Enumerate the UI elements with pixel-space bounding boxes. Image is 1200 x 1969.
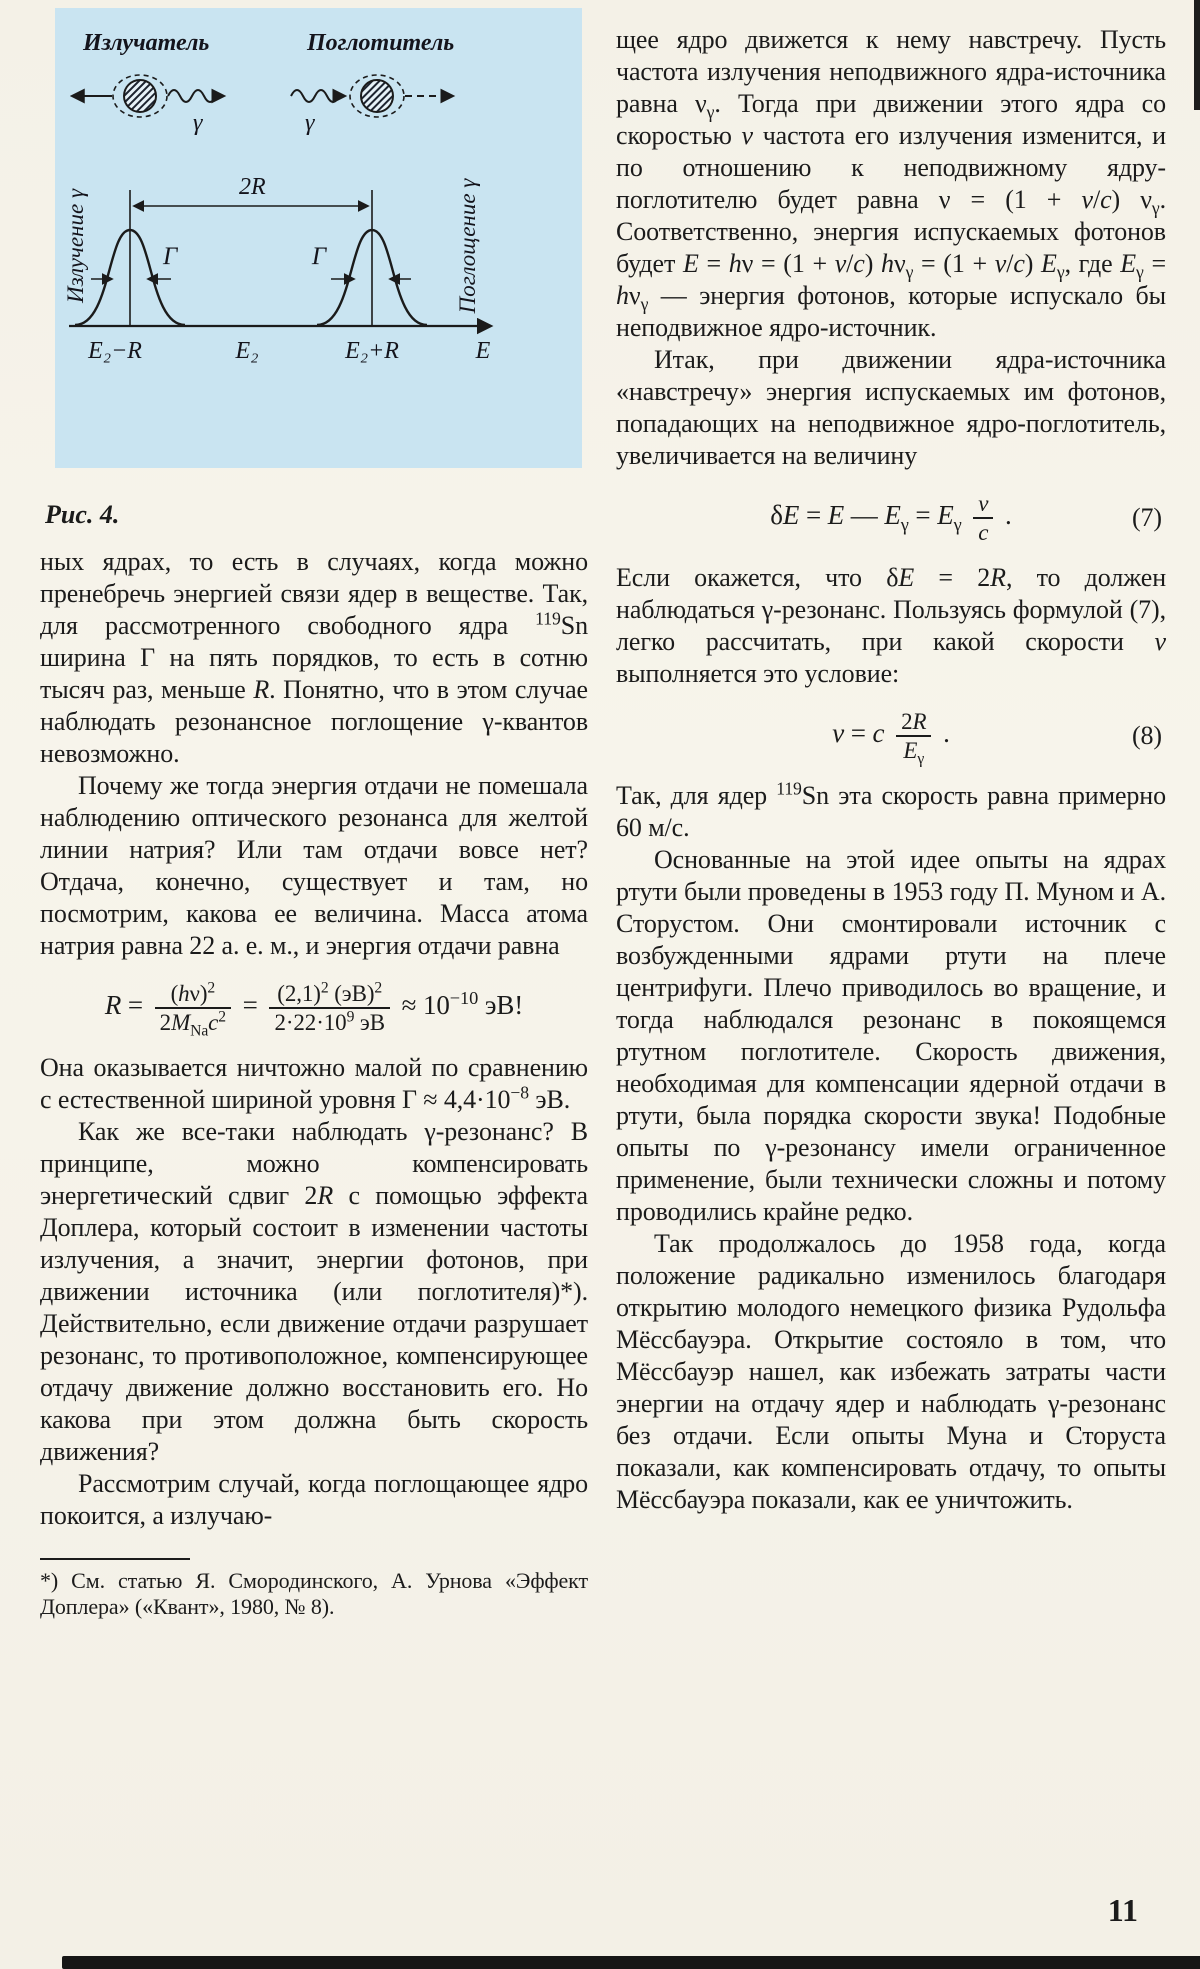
x-tick-e2-plus-r: E₂+R xyxy=(345,338,399,364)
emitter-nucleus-icon xyxy=(124,80,156,112)
gamma-symbol-emit: γ xyxy=(193,110,203,136)
paragraph: Рассмотрим случай, когда поглощающее ядро покоится, а излучаю- xyxy=(40,1469,588,1530)
gamma-wave-arrow-absorb xyxy=(291,90,345,102)
paragraph: Так продолжалось до 1958 года, когда положение радикально изменилось благодаря открытию молодого немецкого физика Рудольфа Мёссбауэра. Открытие состояло в том, что Мёссбауэр нашел, как избежать затраты части энергии на отдачу ядер и наблюдать γ-резонанс без отдачи. Если опыты Муна и Сторуста показали, как компенсировать отдачу, то опыты Мёссбауэра показали, как ее уничтожить. xyxy=(616,1229,1166,1514)
paragraph: щее ядро движется к нему навстречу. Пусть частота излучения неподвижного ядра-источника равна $\nu_\gamma$. Тогда при движении этого ядра со скоростью v частота его излучения изменится, и по отношению к неподвижному ядру-поглотителю будет равна ν = (1 + v/c) $\nu_\gamma$. Соответственно, энергия испускаемых фотонов будет E = hν = (1 + v/c) $h\nu_\gamma = (1 + v/c)$ $E_\gamma$, где $E_\gamma = h\nu_\gamma$ — энергия фотонов, которые испускало бы неподвижное ядро-источник. xyxy=(616,25,1167,342)
formula-energy-shift xyxy=(616,490,1166,546)
span-2r-label: 2R xyxy=(239,174,266,200)
gamma-symbol-absorb: γ xyxy=(305,110,315,136)
page-number: 11 xyxy=(1107,1892,1138,1928)
figure-panel xyxy=(55,8,582,468)
equation-number: (8) xyxy=(1131,721,1162,750)
formula-velocity xyxy=(616,708,1166,768)
formula-body: v = c $\frac{2R}{E_\gamma}$ . xyxy=(832,709,950,768)
emitter-label: Излучатель xyxy=(83,30,210,56)
paragraph: Почему же тогда энергия отдачи не помешала наблюдению оптического резонанса для желтой линии натрия? Или там отдачи вовсе нет? Отдача, конечно, существует и там, но посмотрим, какова ее величина. Масса атома натрия равна 22 а. е. м., и энергия отдачи равна xyxy=(40,771,588,960)
linewidth-label-left: Γ xyxy=(163,243,178,270)
paragraph: Основанные на этой идее опыты на ядрах ртути были проведены в 1953 году П. Муном и А. Сторустом. Они смонтировали источник с возбужденными ядрами ртути на плече центрифуги. Плечо приводилось во вращение, и тогда наблюдался резонанс в покоящемся ртутном поглотителе. Скорость движения, необходимая для компенсации ядерной отдачи в ртути, была порядка скорости звука! Подобные опыты по γ-резонансу имели ограниченное применение, были технически сложны и потому проводились крайне редко. xyxy=(616,845,1166,1226)
footnote-rule xyxy=(40,1558,190,1560)
right-column xyxy=(616,24,1166,1516)
absorber-label: Поглотитель xyxy=(307,30,455,56)
formula-recoil-energy: R = $\frac{(h\nu)^2}{2M_{Na}c^2}$ = $\frac{(2,1)^2 (эВ)^2}{2\cdot 22\cdot 10^9 эВ}$ ≈ $10^{-10}$ эВ! xyxy=(104,979,524,1040)
footnote: *) См. статью Я. Смородинского, А. Урнова «Эффект Доплера» («Квант», 1980, № 8). xyxy=(40,1568,588,1619)
x-axis-label: E xyxy=(475,338,491,364)
scan-edge-corner xyxy=(1194,0,1200,110)
resonance-diagram xyxy=(55,8,582,468)
gamma-wave-arrow-emit xyxy=(168,90,224,102)
linewidth-label-right: Γ xyxy=(311,243,327,270)
scan-edge-bottom xyxy=(62,1956,1200,1969)
absorber-group xyxy=(291,30,454,136)
formula-body: δE = E — $E_\gamma = E_\gamma$ $\frac{v}{c}$ . xyxy=(770,491,1012,545)
emitter-group xyxy=(72,30,224,136)
absorber-nucleus-icon xyxy=(361,80,393,112)
paragraph: Как же все-таки наблюдать γ-резонанс? В принципе, можно компенсировать энергетический сдвиг 2R с помощью эффекта Доплера, который состоит в изменении частоты излучения, а значит, энергии фотонов, при движении источника (или поглотителя)*). Действительно, если движение отдачи разрушает резонанс, то противоположное, компенсирующее отдачу движение должно восстановить его. Но какова при этом должна быть скорость движения? xyxy=(40,1117,588,1466)
paragraph: Она оказывается ничтожно малой по сравнению с естественной шириной уровня $\Gamma \approx 4,4\cdot 10^{-8}$ эВ. xyxy=(40,1053,588,1114)
left-column xyxy=(40,546,588,1620)
paragraph: Так, для ядер $^{119}$Sn эта скорость равна примерно 60 м/с. xyxy=(616,778,1166,842)
equation-number: (7) xyxy=(1131,503,1162,532)
figure-caption: Рис. 4. xyxy=(45,500,120,529)
paragraph: Итак, при движении ядра-источника «навстречу» энергия испускаемых им фотонов, попадающих на неподвижное ядро-поглотитель, увеличивается на величину xyxy=(616,345,1166,470)
y-axis-label-emission: Излучение γ xyxy=(63,188,88,304)
y-axis-label-absorption: Поглощение γ xyxy=(455,178,480,314)
paragraph: ных ядрах, то есть в случаях, когда можно пренебречь энергией связи ядер в веществе. Так, для рассмотренного свободного ядра $^{119}$Sn ширина Γ на пять порядков, то есть в сотню тысяч раз, меньше R. Понятно, что в этом случае наблюдать резонансное поглощение γ-квантов невозможно. xyxy=(40,547,588,768)
x-tick-e2-minus-r: E₂−R xyxy=(88,338,142,364)
paragraph: Если окажется, что δE = 2R, то должен наблюдаться γ-резонанс. Пользуясь формулой (7), легко рассчитать, при какой скорости v выполняется это условие: xyxy=(616,563,1167,688)
x-tick-e2: E₂ xyxy=(235,338,259,364)
spectrum-graph xyxy=(63,174,491,364)
